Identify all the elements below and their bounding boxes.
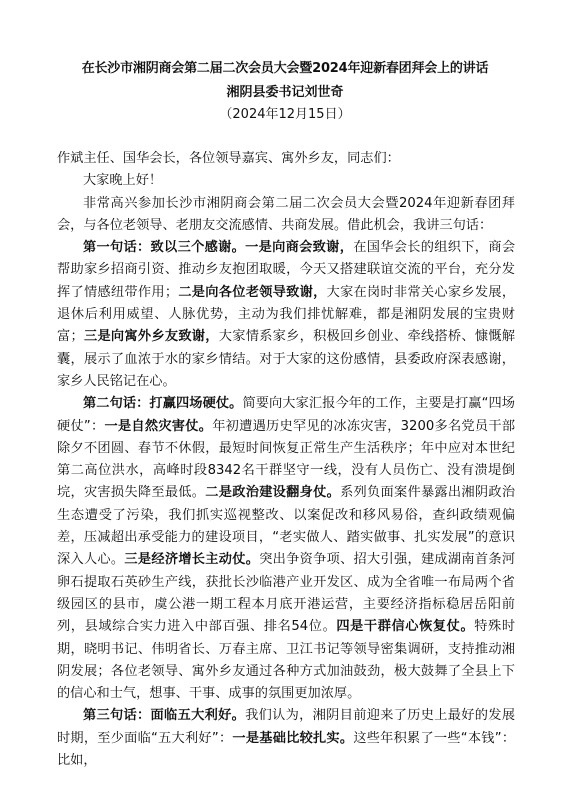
section3-paragraph xyxy=(57,705,515,772)
section3-lead: 我们认为，湘阴目前迎来了历史上最好的发展时期，至少面临“五大利好”： xyxy=(57,708,516,746)
speaker-line: 湘阴县委书记刘世奇 xyxy=(226,85,344,100)
section3-heading: 第三句话：面临五大利好。 xyxy=(83,708,246,724)
section1-paragraph xyxy=(57,237,515,393)
section2-heading: 第二句话：打赢四场硬仗。 xyxy=(83,396,243,412)
section2-point4-bold: 四是干群信心恢复仗。 xyxy=(336,619,475,635)
section1-heading: 第一句话：致以三个感谢。 xyxy=(83,240,246,256)
section3-point1-bold: 一是基础比较扎实。 xyxy=(232,730,354,746)
section1-point1-bold: 一是向商会致谢， xyxy=(245,240,354,256)
section2-point4-text: 特殊时期，晓明书记、伟明省长、万春主席、卫江书记等领导密集调研，支持推动湘阴发展；各位老领导、寓外乡友通过各种方式加油鼓劲，极大鼓舞了全县上下的信心和士气，想事、干事、成事的氛围更加浓厚。 xyxy=(57,619,516,702)
salutation: 作斌主任、国华会长，各位领导嘉宾、寓外乡友，同志们： xyxy=(57,151,400,166)
section2-point2-text: 系列负面案件暴露出湘阴政治生态遭受了污染，我们抓实巡视整改、以案促改和移风易俗，查纠政绩观偏差，压减超出承受能力的建设项目，“老实做人、踏实做事、扎实发展”的意识深入人心。 xyxy=(57,485,516,568)
section1-point2-text: 大家在岗时非常关心家乡发展，退休后利用威望、人脉优势，主动为我们排忧解难，都是湘阴发展的宝贵财富； xyxy=(57,284,516,345)
section2-paragraph xyxy=(57,393,515,705)
section3-point1-text: 这些年积累了一些“本钱”：比如， xyxy=(57,730,516,769)
section1-point3-bold: 三是向寓外乡友致谢， xyxy=(83,329,219,345)
speech-date: （2024年12月15日） xyxy=(219,107,351,122)
section2-point1-text: 年初遭遇历史罕见的冰冻灾害，3200多名党员干部除夕不团圆、春节不休假，最短时间恢复正常生产生活秩序；年中应对本世纪第二高位洪水，高峰时段8342名干群坚守一线，没有人员伤亡、没有溃堤倒垸，灾害损失降至最低。 xyxy=(57,418,516,501)
section2-lead: 简要向大家汇报今年的工作，主要是打赢“四场硬仗”： xyxy=(57,396,515,434)
section2-point3-bold: 三是经济增长主动仗。 xyxy=(124,552,260,568)
greeting: 大家晚上好！ xyxy=(83,173,163,189)
section2-point3-text: 突出争资争项、招大引强，建成湖南首条河卵石提取石英砂生产线，获批长沙临港产业开发区、成为全省唯一布局两个省级园区的县市，虞公港一期工程本月底开港运营，主要经济指标稳居岳阳前列，县域综合实力进入中部百强、排名54位。 xyxy=(57,552,516,635)
intro-paragraph: 非常高兴参加长沙市湘阴商会第二届二次会员大会暨2024年迎新春团拜会，与各位老领导、老朋友交流感情、共商发展。借此机会，我讲三句话： xyxy=(57,195,515,233)
section2-point1-bold: 一是自然灾害仗。 xyxy=(104,418,213,434)
section1-point1-text: 在国华会长的组织下，商会帮助家乡招商引资、推动乡友抱团取暖，今天又搭建联谊交流的平台，充分发挥了情感纽带作用； xyxy=(57,240,516,300)
speech-body xyxy=(57,148,515,772)
section2-point2-bold: 二是政治建设翻身仗。 xyxy=(205,485,341,501)
section1-point2-bold: 二是向各位老领导致谢， xyxy=(178,284,327,300)
speech-title: 在长沙市湘阴商会第二届二次会员大会暨2024年迎新春团拜会上的讲话 xyxy=(81,61,489,76)
section1-point3-text: 大家情系家乡，积极回乡创业、牵线搭桥、慷慨解囊，展示了血浓于水的家乡情结。对于大家的这份感情，县委政府深表感谢，家乡人民铭记在心。 xyxy=(57,329,516,389)
